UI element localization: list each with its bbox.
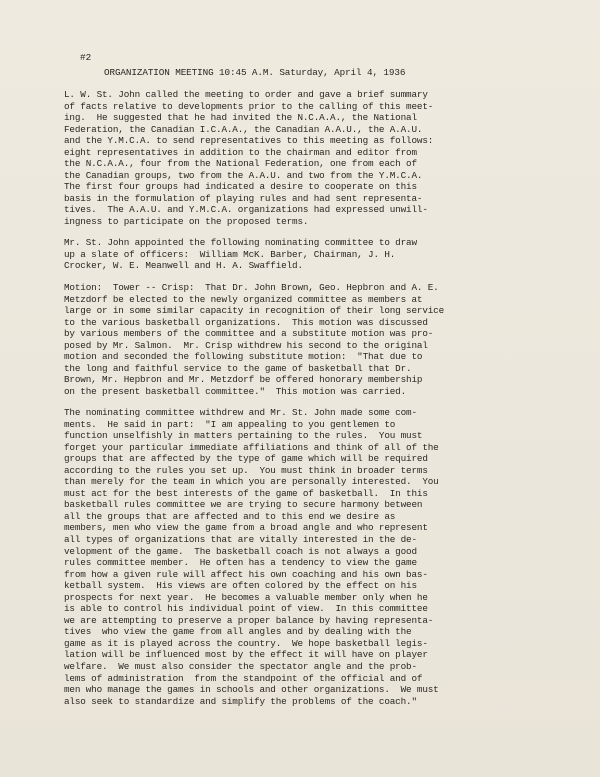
text-line: also seek to standardize and simplify the problems of the coach." [64, 695, 417, 707]
text-line: all the groups that are affected and to this end we desire as [64, 510, 396, 522]
text-line: men who manage the games in schools and other organizations. We must [64, 684, 439, 696]
text-line: from how a given rule will affect his own coaching and his own bas- [64, 568, 428, 580]
page-number: #2 [80, 52, 92, 63]
text-line: and the Y.M.C.A. to send representatives to this meeting as follows: [64, 135, 434, 147]
text-line: the N.C.A.A., four from the National Federation, one from each of [64, 158, 417, 170]
text-line: groups that are affected by the type of game which will be required [64, 453, 428, 465]
text-line: the long and faithful service to the game of basketball that Dr. [64, 362, 412, 374]
text-line: L. W. St. John called the meeting to order and gave a brief summary [64, 89, 428, 100]
text-line: Mr. St. John appointed the following nominating committee to draw [64, 237, 417, 248]
text-line: posed by Mr. Salmon. Mr. Crisp withdrew his second to the original [64, 339, 428, 351]
text-line: is able to control his individual point of view. In this committee [64, 603, 428, 615]
text-line: velopment of the game. The basketball coach is not always a good [64, 545, 417, 557]
text-line: members, men who view the game from a broad angle and who represent [64, 522, 428, 534]
text-line: eight representatives in addition to the chairman and editor from [64, 146, 417, 158]
text-line: the Canadian groups, two from the A.A.U. and two from the Y.M.C.A. [64, 169, 423, 181]
text-line: forget your particular immediate affiliations and think of all of the [64, 441, 439, 453]
text-line: ketball system. His views are often colored by the effect on his [64, 580, 417, 592]
text-line: The nominating committee withdrew and Mr. St. John made some com- [64, 407, 417, 418]
text-line: basis in the formulation of playing rules and had sent representa- [64, 192, 423, 204]
text-line: basketball rules committee we are trying to secure harmony between [64, 499, 423, 511]
text-line: according to the rules you set up. You must think in broader terms [64, 464, 428, 476]
text-line: Motion: Tower -- Crisp: That Dr. John Brown, Geo. Hepbron and A. E. [64, 282, 439, 293]
text-line: welfare. We must also consider the spectator angle and the prob- [64, 661, 417, 673]
text-line: we are attempting to preserve a proper balance by having representa- [64, 614, 434, 626]
text-line: large or in some similar capacity in recognition of their long service [64, 305, 445, 317]
text-line: ingness to participate on the proposed terms. [64, 216, 309, 228]
text-line: ments. He said in part: "I am appealing to you gentlemen to [64, 418, 396, 430]
text-line: by various members of the committee and a substitute motion was pro- [64, 328, 434, 340]
text-line: all types of organizations that are vitally interested in the de- [64, 534, 417, 546]
text-line: rules committee member. He often has a tendency to view the game [64, 557, 417, 569]
text-line: motion and seconded the following substitute motion: "That due to [64, 351, 423, 363]
text-line: lation will be influenced most by the effect it will have on player [64, 649, 428, 661]
text-line: tives. The A.A.U. and Y.M.C.A. organizations had expressed unwill- [64, 204, 428, 216]
text-line: game as it is played across the country. We hope basketball legis- [64, 637, 428, 649]
text-line: tives who view the game from all angles and by dealing with the [64, 626, 412, 638]
text-line: than merely for the team in which you are personally interested. You [64, 476, 439, 488]
text-line: function unselfishly in matters pertaining to the rules. You must [64, 430, 423, 442]
paragraph-motion [64, 282, 564, 397]
text-line: of facts relative to developments prior to the calling of this meet- [64, 100, 434, 112]
text-line: Brown, Mr. Hepbron and Mr. Metzdorf be offered honorary membership [64, 374, 423, 386]
text-line: The first four groups had indicated a desire to cooperate on this [64, 181, 417, 193]
text-line: on the present basketball committee." This motion was carried. [64, 385, 407, 397]
paragraph-nominating-committee [64, 237, 564, 272]
text-line: lems of administration from the standpoint of the official and of [64, 672, 423, 684]
text-line: must act for the best interests of the game of basketball. In this [64, 487, 428, 499]
paragraph-st-john-comments [64, 407, 564, 707]
text-line: prospects for next year. He becomes a valuable member only when he [64, 591, 428, 603]
text-line: Federation, the Canadian I.C.A.A., the Canadian A.A.U., the A.A.U. [64, 123, 423, 135]
text-line: Metzdorf be elected to the newly organized committee as members at [64, 293, 423, 305]
paragraph-opening-summary [64, 89, 564, 228]
document-heading: ORGANIZATION MEETING 10:45 A.M. Saturday, April 4, 1936 [104, 67, 406, 78]
text-line: Crocker, W. E. Meanwell and H. A. Swaffield. [64, 260, 303, 272]
text-line: ing. He suggested that he had invited the N.C.A.A., the National [64, 112, 417, 124]
text-line: up a slate of officers: William McK. Barber, Chairman, J. H. [64, 248, 396, 260]
text-line: to the various basketball organizations. This motion was discussed [64, 316, 428, 328]
